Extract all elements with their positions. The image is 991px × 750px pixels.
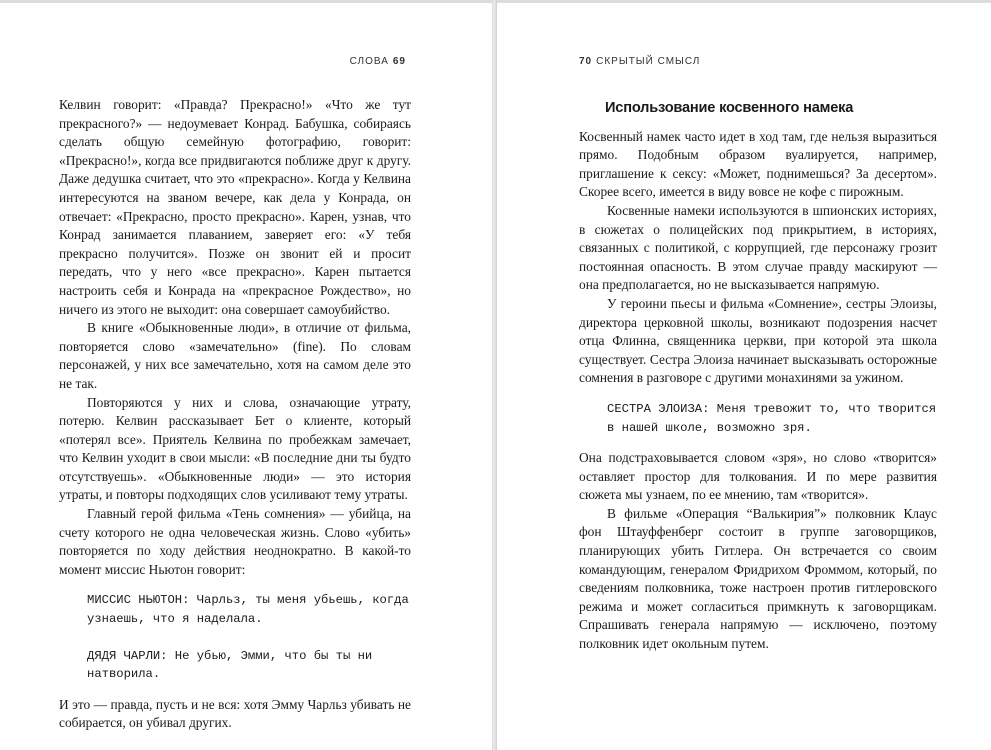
left-running-head-title: СЛОВА [349, 56, 389, 67]
paragraph: У героини пьесы и фильма «Сомнение», сестры Элоизы, директора церковной школы, возникают подозрения насчет отца Флинна, священника церкви, при которой эта школа существует. Сестра Элоиза начинает высказывать осторожные сомнения в разговоре с другими монахинями за ужином. [579, 295, 937, 386]
script-line: ДЯДЯ ЧАРЛИ: Не убью, Эмми, что бы ты ни натворила. [87, 648, 373, 682]
paragraph: В фильме «Операция “Валькирия”» полковник Клаус фон Штауффенберг состоит в группе заговорщиков, планирующих убить Гитлера. Он встречается со своим командующим, генералом Фридрихом Фроммом, который, по сведениям полковника, тоже настроен против гитлеровского режима и может согласиться примкнуть к заговорщикам. Спрашивать генерала напрямую — исключено, поэтому полковник идет окольным путем. [579, 505, 937, 652]
paragraph: В книге «Обыкновенные люди», в отличие от фильма, повторяется слово «замечательно» (fine). По словам персонажей, у них все замечательно, хотя на самом деле это не так. [59, 320, 411, 391]
right-page [497, 3, 991, 750]
left-running-head [350, 56, 410, 67]
right-page-body [579, 99, 937, 654]
paragraph: Она подстраховывается словом «зря», но слово «творится» оставляет простор для толкования. И по мере развития сюжета мы узнаем, по ее мнению, там «творится». [579, 450, 937, 503]
paragraph: Косвенный намек часто идет в ход там, где нельзя выразиться прямо. Подобным образом вуалируется, например, приглашение к сексу: «Может, поднимешься? За десертом». Скорее всего, имеется в виду вовсе не кофе с пирожным. [579, 128, 937, 200]
right-page-number: 70 [579, 56, 593, 67]
left-page-number: 69 [392, 56, 406, 67]
section-heading: Использование косвенного намека [605, 100, 854, 116]
paragraph: И это — правда, пусть и не вся: хотя Эмму Чарльз убивать не собирается, он убивал других. [59, 696, 411, 731]
right-running-head-title: СКРЫТЫЙ СМЫСЛ [596, 56, 701, 67]
paragraph: Косвенные намеки используются в шпионских историях, в сюжетах о полицейских под прикрытием, в историях, связанных с политикой, с коррупцией, где персонажу грозит постоянная опасность. В этом случае правду маскируют — она предполагается, но не высказывается напрямую. [579, 202, 937, 293]
paragraph: Повторяются у них и слова, означающие утрату, потерю. Келвин рассказывает Бет о клиенте, который «потерял все». Приятель Келвина по пробежкам замечает, что Келвин уходит в свои мысли: «В последние дни ты будто отсутствуешь». «Обыкновенные люди» — это история утраты, и повторы подходящих слов усиливают тему утраты. [59, 394, 411, 503]
right-running-head [579, 56, 700, 67]
left-page [0, 3, 492, 750]
script-excerpt: СЕСТРА ЭЛОИЗА: Меня тревожит то, что творится в нашей школе, возможно зря. [607, 401, 937, 435]
left-page-body [59, 96, 411, 733]
paragraph: Главный герой фильма «Тень сомнения» — убийца, на счету которого не одна человеческая жизнь. Слово «убить» повторяется по ходу действия неоднократно. В какой-то момент миссис Ньютон говорит: [59, 506, 411, 577]
script-excerpt [87, 591, 411, 683]
paragraph: Келвин говорит: «Правда? Прекрасно!» «Что же тут прекрасного?» — недоумевает Конрад. Бабушка, собираясь сделать общую семейную фотографию, говорит: «Прекрасно!», когда все придвигаются поближе друг к другу. Даже дедушка считает, что это «прекрасно». Когда у Келвина интересуются на званом вечере, как дела у Конрада, он отвечает: «Прекрасно, просто прекрасно». Карен, узнав, что Конрад занимается плаванием, заверяет его: «У тебя прекрасно получится». Позже он звонит ей и просит передать, что у него «все прекрасно». Карен пытается настроить себя и Конрада на «прекрасное Рождество», но ничего из этого не выходит: она совершает самоубийство. [59, 97, 411, 317]
script-line: МИССИС НЬЮТОН: Чарльз, ты меня убьешь, когда узнаешь, что я наделала. [87, 593, 409, 627]
